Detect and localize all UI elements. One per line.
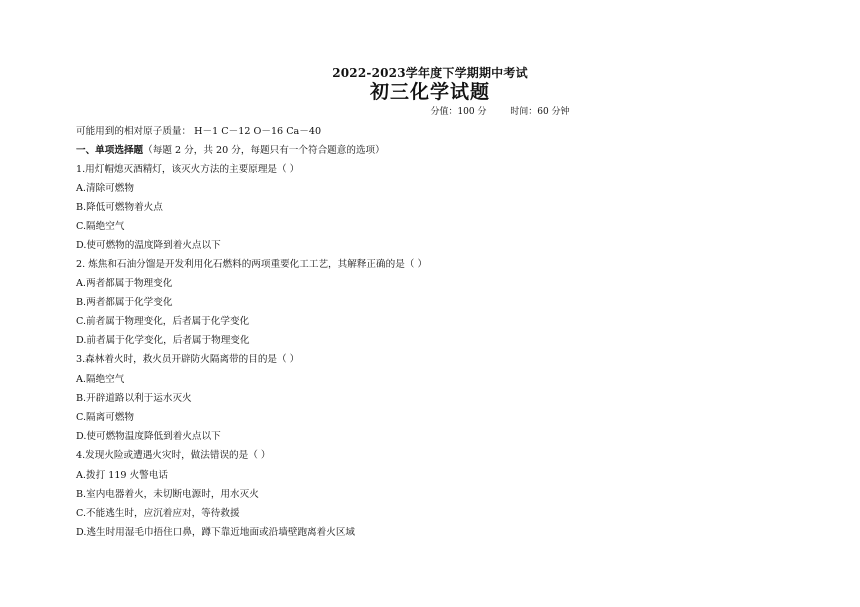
question-option: D.前者属于化学变化，后者属于物理变化 <box>76 335 250 346</box>
exam-title: 初三化学试题 <box>369 81 490 103</box>
question-stem: 4.发现火险或遭遇火灾时，做法错误的是（ ） <box>76 450 271 461</box>
question-stem: 1.用灯帽熄灭酒精灯，该灭火方法的主要原理是（ ） <box>76 164 300 175</box>
question-option: A.清除可燃物 <box>76 183 134 194</box>
question-option: A.两者都属于物理变化 <box>76 278 173 289</box>
question-option: A.隔绝空气 <box>76 374 125 385</box>
atomic-masses: 可能用到的相对原子质量： H－1 C－12 O－16 Ca－40 <box>76 126 322 137</box>
question-option: B.两者都属于化学变化 <box>76 297 173 308</box>
question-option: C.隔离可燃物 <box>76 412 135 423</box>
question-option: B.开辟道路以利于运水灭火 <box>76 393 192 404</box>
time-label: 时间：60 分钟 <box>510 107 570 117</box>
question-option: C.前者属于物理变化，后者属于化学变化 <box>76 316 250 327</box>
section-instruction: （每题 2 分，共 20 分，每题只有一个符合题意的选项） <box>143 145 385 156</box>
question-option: C.隔绝空气 <box>76 221 125 232</box>
exam-subtitle: 2022-2023学年度下学期期中考试 <box>332 66 528 80</box>
question-option: B.降低可燃物着火点 <box>76 202 163 213</box>
question-option: A.拨打 119 火警电话 <box>76 470 168 481</box>
question-option: D.使可燃物的温度降到着火点以下 <box>76 240 221 251</box>
score-label: 分值：100 分 <box>430 107 487 117</box>
question-option: D.使可燃物温度降低到着火点以下 <box>76 431 221 442</box>
question-option: D.逃生时用湿毛巾捂住口鼻，蹲下靠近地面或沿墙壁跑离着火区域 <box>76 527 356 538</box>
section-heading <box>76 145 385 157</box>
section-title: 一、单项选择题 <box>76 145 144 156</box>
question-stem: 3.森林着火时，救火员开辟防火隔离带的目的是（ ） <box>76 354 300 365</box>
exam-meta <box>330 104 670 117</box>
question-option: B.室内电器着火，未切断电源时，用水灭火 <box>76 489 259 500</box>
question-stem: 2. 炼焦和石油分馏是开发利用化石燃料的两项重要化工工艺，其解释正确的是（ ） <box>76 259 428 270</box>
question-option: C.不能逃生时，应沉着应对，等待救援 <box>76 508 240 519</box>
